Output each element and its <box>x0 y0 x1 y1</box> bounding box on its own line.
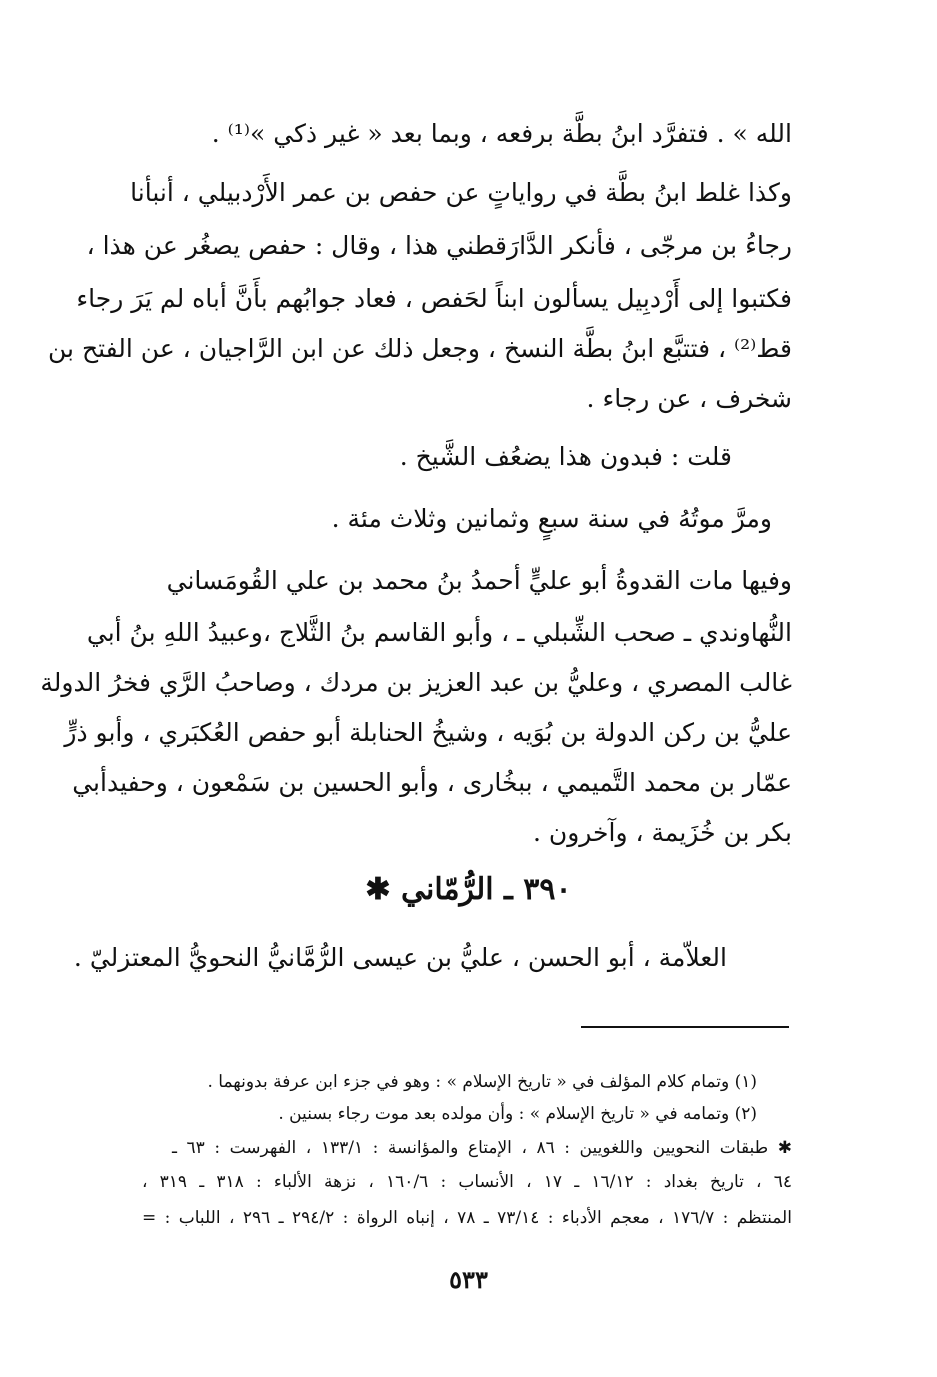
body-line-7: قلت : فبدون هذا يضعُف الشَّيخ . <box>399 442 732 471</box>
body-line-14: بكر بن خُزَيمة ، وآخرون . <box>532 818 792 847</box>
body-line-13: عمّار بن محمد التَّميمي ، ببخُارى ، وأبو الحسين بن سَمْعون ، وحفيدأبي <box>72 768 792 797</box>
body-line-9: وفيها مات القدوةُ أبو عليٍّ أحمدُ بنُ محمد بن علي القُومَساني <box>166 566 792 595</box>
entry-line: العلاّمة ، أبو الحسن ، عليُّ بن عيسى الرُّمَّانيُّ النحويُّ المعتزليّ . <box>73 943 727 972</box>
body-line-10: النُّهاوندي ـ صحب الشِّبلي ـ ، وأبو القاسم بنُ الثَّلاج ،وعبيدُ اللهِ بنُ أبي <box>86 618 792 647</box>
body-line-4: فكتبوا إلى أَرْدبِيل يسألون ابناً لحَفص ، فعاد جوابُهم بأَنَّ أباه لم يَرَ رجاء <box>76 284 792 313</box>
body-line-11: غالب المصري ، وعليُّ بن عبد العزيز بن مردك ، وصاحبُ الرَّي فخرُ الدولة <box>40 668 792 697</box>
page-number: ٥٣٣ <box>449 1265 488 1294</box>
footnote-source-1: ✱ طبقات النحويين واللغويين : ٨٦ ، الإمتاع والمؤانسة : ١٣٣/١ ، الفهرست : ٦٣ ـ <box>172 1138 792 1158</box>
body-line-3: رجاءُ بن مرجّى ، فأنكر الدَّارَقطني هذا ، وقال : حفص يصغُر عن هذا ، <box>86 231 792 260</box>
footnote-source-2: ٦٤ ، تاريخ بغداد : ١٦/١٢ ـ ١٧ ، الأنساب : ١٦٠/٦ ، نزهة الألباء : ٣١٨ ـ ٣١٩ ، <box>142 1172 792 1192</box>
body-line-2: وكذا غلط ابنُ بطَّة في رواياتٍ عن حفص بن عمر الأَرْدبيلي ، أنبأنا <box>130 178 792 207</box>
body-line-12: عليُّ بن ركن الدولة بن بُوَيه ، وشيخُ الحنابلة أبو حفص العُكبَري ، وأبو ذرٍّ <box>64 718 792 747</box>
footnote-source-3: المنتظم : ١٧٦/٧ ، معجم الأدباء : ٧٣/١٤ ـ ٧٨ ، إنباه الرواة : ٢٩٤/٢ ـ ٢٩٦ ، اللباب : = <box>142 1208 792 1228</box>
entry-title: ٣٩٠ ـ الرُّمّاني ✱ <box>365 872 572 907</box>
footnote-2: (٢) وتمامه في « تاريخ الإسلام » : وأن مولده بعد موت رجاء بسنين . <box>278 1104 757 1124</box>
body-line-1: الله » . فتفرَّد ابنُ بطَّة برفعه ، وبما بعد « غير ذكي »⁽¹⁾ . <box>211 119 792 148</box>
footnote-1: (١) وتمام كلام المؤلف في « تاريخ الإسلام » : وهو في جزء ابن عرفة بدونهما . <box>207 1072 757 1092</box>
body-line-8: ومرَّ موتُهُ في سنة سبعٍ وثمانين وثلاث مئة . <box>331 504 772 533</box>
footnote-divider <box>581 1026 789 1028</box>
body-line-5: قط⁽²⁾ ، فتتبَّع ابنُ بطَّة النسخ ، وجعل ذلك عن ابن الرَّاجيان ، عن الفتح بن <box>48 334 792 363</box>
body-line-6: شخرف ، عن رجاء . <box>586 384 792 413</box>
